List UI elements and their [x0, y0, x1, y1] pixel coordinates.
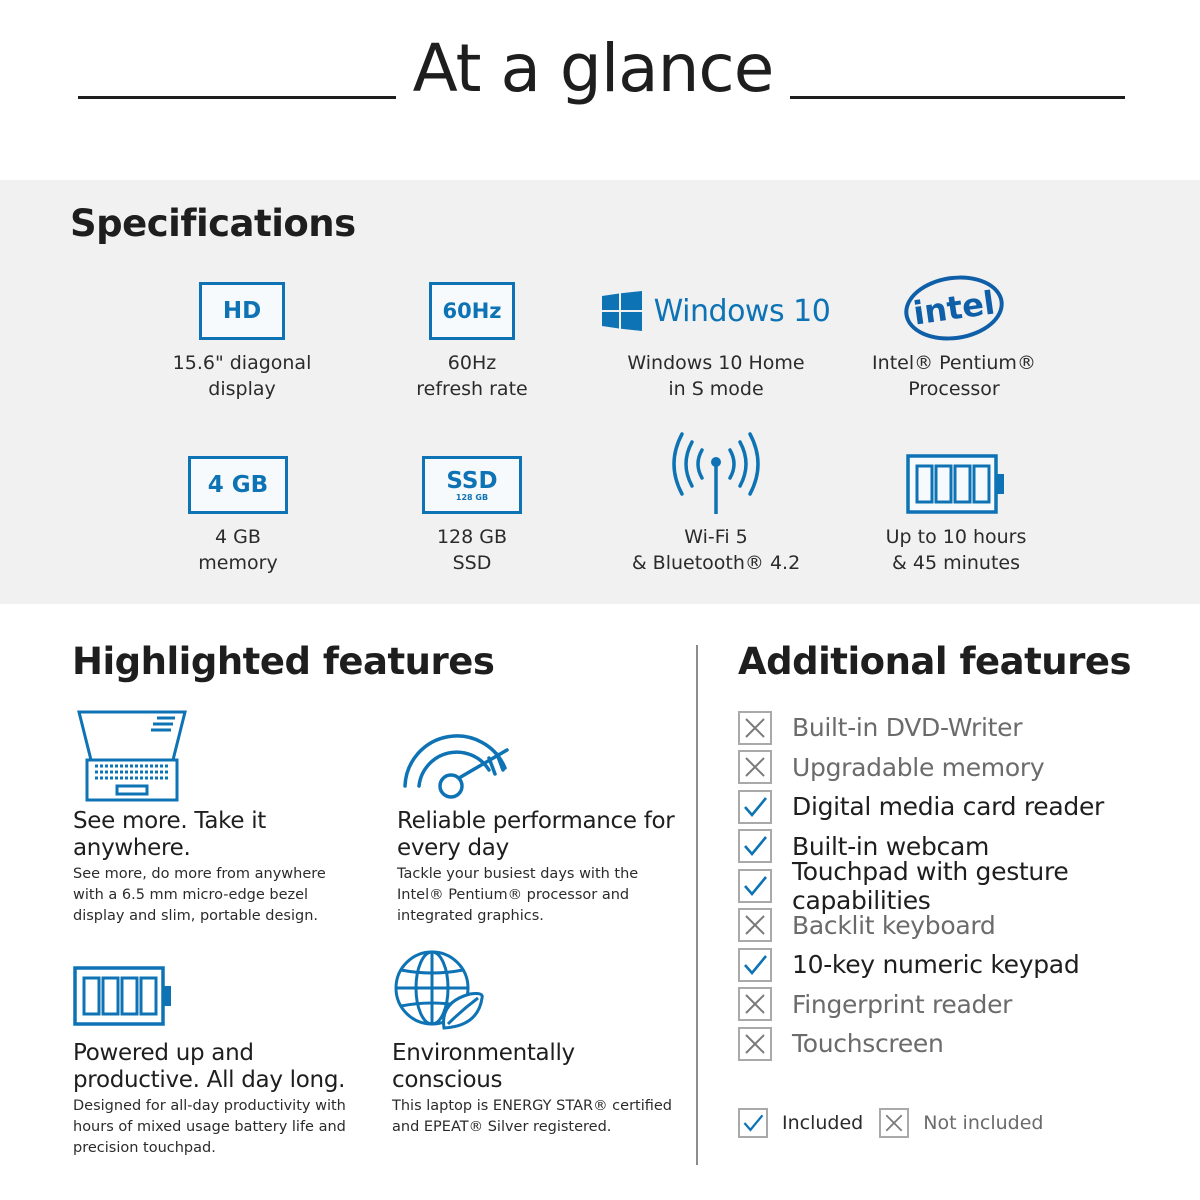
feature-title: See more. Take it anywhere. — [73, 808, 267, 861]
feature-environment — [392, 946, 672, 1138]
x-icon — [738, 750, 772, 784]
feature-description: Designed for all-day productivity with hours of mixed usage battery life and precision touchpad. — [73, 1098, 346, 1156]
additional-features-heading: Additional features — [738, 640, 1132, 683]
spec-storage — [352, 442, 592, 576]
spec-caption: 4 GB memory — [198, 526, 278, 574]
check-icon — [738, 869, 772, 903]
spec-caption: Intel® Pentium® Processor — [872, 352, 1036, 400]
feature-list-label: Touchscreen — [792, 1029, 944, 1059]
feature-description: This laptop is ENERGY STAR® certified and EPEAT® Silver registered. — [392, 1098, 673, 1135]
spec-caption: Wi-Fi 5 & Bluetooth® 4.2 — [631, 526, 801, 574]
spec-caption: 60Hz refresh rate — [416, 352, 528, 400]
feature-list-item — [738, 856, 1200, 915]
battery-icon — [73, 966, 173, 1026]
feature-list-item — [738, 1024, 1200, 1064]
specifications-section — [0, 180, 1200, 604]
ssd-icon: SSD 128 GB — [422, 456, 522, 514]
spec-wireless — [596, 442, 836, 576]
feature-list-label: Built-in DVD-Writer — [792, 713, 1023, 743]
check-icon — [738, 829, 772, 863]
feature-description: Tackle your busiest days with the Intel® Pentium® processor and integrated graphics. — [397, 866, 639, 924]
feature-battery-life — [73, 966, 353, 1159]
check-icon — [738, 948, 772, 982]
feature-list-label: Digital media card reader — [792, 792, 1105, 822]
feature-title: Powered up and productive. All day long. — [73, 1040, 346, 1093]
feature-list-item — [738, 708, 1200, 748]
feature-list-label: Built-in webcam — [792, 831, 990, 861]
feature-list-label: Upgradable memory — [792, 752, 1045, 782]
x-icon — [879, 1108, 909, 1138]
spec-refresh-rate — [352, 268, 592, 402]
spec-caption: 15.6" diagonal display — [172, 352, 312, 400]
spec-caption: Up to 10 hours & 45 minutes — [885, 526, 1027, 574]
feature-title: Reliable performance for every day — [397, 808, 675, 861]
section-divider — [696, 645, 698, 1165]
spec-caption: Windows 10 Home in S mode — [627, 352, 805, 400]
globe-leaf-icon — [392, 946, 488, 1036]
x-icon — [738, 908, 772, 942]
battery-icon — [906, 454, 1006, 514]
title-rule-left — [78, 96, 396, 99]
feature-list-label: Fingerprint reader — [792, 989, 1013, 1019]
spec-caption: 128 GB SSD — [436, 526, 508, 574]
intel-logo-icon: intel — [900, 269, 1008, 346]
x-icon — [738, 987, 772, 1021]
feature-description: See more, do more from anywhere with a 6.5 mm micro-edge bezel display and slim, portable design. — [73, 866, 326, 924]
refresh-rate-icon: 60Hz — [429, 282, 515, 340]
feature-list-item — [738, 945, 1200, 985]
speedometer-icon — [397, 708, 517, 808]
memory-icon: 4 GB — [188, 456, 288, 514]
feature-performance — [397, 708, 677, 927]
feature-list-label: 10-key numeric keypad — [792, 950, 1080, 980]
feature-title: Environmentally conscious — [392, 1040, 575, 1093]
feature-list-label: Backlit keyboard — [792, 910, 996, 940]
windows-logo-icon — [602, 282, 831, 340]
spec-battery — [836, 442, 1076, 576]
additional-features-list — [738, 708, 1200, 1064]
feature-portability — [73, 708, 353, 927]
feature-list-label: Touchpad with gesture capabilities — [792, 856, 1069, 915]
wifi-icon — [668, 430, 764, 514]
spec-display — [122, 268, 362, 402]
x-icon — [738, 1027, 772, 1061]
laptop-icon — [73, 708, 193, 808]
spec-operating-system — [596, 268, 836, 402]
check-icon — [738, 790, 772, 824]
legend-included-label: Included — [782, 1112, 864, 1134]
specifications-heading: Specifications — [70, 202, 356, 245]
spec-memory — [118, 442, 358, 576]
page-title: At a glance — [412, 30, 774, 107]
x-icon — [738, 711, 772, 745]
feature-list-item — [738, 787, 1200, 827]
checklist-legend — [738, 1108, 1059, 1138]
feature-list-item — [738, 748, 1200, 788]
title-rule-right — [790, 96, 1125, 99]
legend-not-included-label: Not included — [923, 1112, 1044, 1134]
spec-processor — [834, 268, 1074, 402]
page-header — [0, 0, 1200, 180]
hd-display-icon: HD — [199, 282, 285, 340]
highlighted-features-heading: Highlighted features — [72, 640, 495, 683]
check-icon — [738, 1108, 768, 1138]
feature-list-item — [738, 985, 1200, 1025]
windows-logo-text: Windows 10 — [653, 293, 831, 329]
